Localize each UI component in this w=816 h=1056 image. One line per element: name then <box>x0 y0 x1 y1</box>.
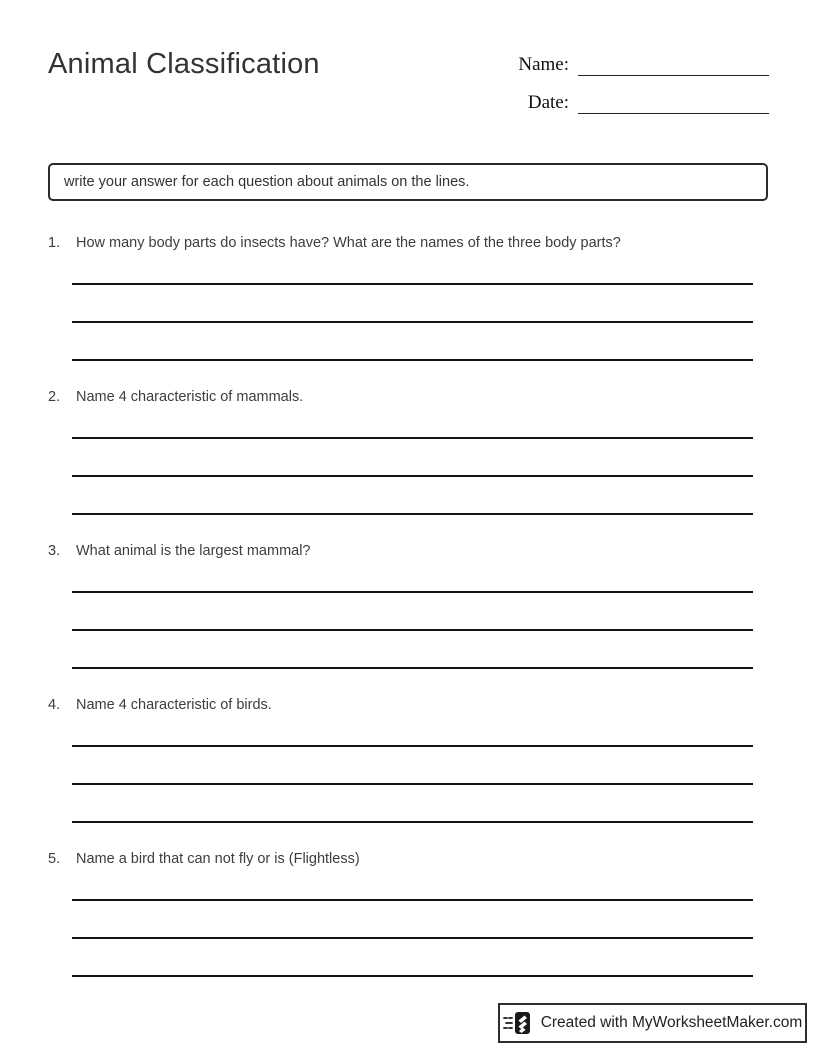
worksheet-maker-logo-icon <box>503 1010 533 1036</box>
answer-line[interactable] <box>72 407 753 439</box>
question-number: 1. <box>48 235 61 251</box>
question-item-2 <box>0 387 816 541</box>
instructions-box <box>48 163 768 201</box>
date-label: Date: <box>527 92 569 113</box>
answer-line[interactable] <box>72 869 753 901</box>
answer-line[interactable] <box>72 323 753 361</box>
question-text: Name 4 characteristic of mammals. <box>76 389 304 405</box>
answer-lines <box>72 715 753 823</box>
answer-line[interactable] <box>72 439 753 477</box>
answer-line[interactable] <box>72 939 753 977</box>
date-input-line[interactable] <box>578 89 769 114</box>
answer-line[interactable] <box>72 901 753 939</box>
answer-line[interactable] <box>72 253 753 285</box>
answer-lines <box>72 407 753 515</box>
answer-line[interactable] <box>72 285 753 323</box>
question-row <box>0 387 816 407</box>
answer-line[interactable] <box>72 785 753 823</box>
name-field-row <box>509 50 769 76</box>
question-text: Name a bird that can not fly or is (Flightless) <box>76 851 360 867</box>
question-row <box>0 695 816 715</box>
question-list <box>0 233 816 1003</box>
question-text: How many body parts do insects have? What are the names of the three body parts? <box>76 235 621 251</box>
answer-line[interactable] <box>72 747 753 785</box>
question-item-1 <box>0 233 816 387</box>
name-label: Name: <box>518 54 569 75</box>
question-text: Name 4 characteristic of birds. <box>76 697 272 713</box>
answer-line[interactable] <box>72 593 753 631</box>
answer-line[interactable] <box>72 561 753 593</box>
question-row <box>0 233 816 253</box>
question-item-3 <box>0 541 816 695</box>
answer-lines <box>72 869 753 977</box>
answer-line[interactable] <box>72 477 753 515</box>
page-title: Animal Classification <box>48 48 320 80</box>
name-input-line[interactable] <box>578 51 769 76</box>
answer-line[interactable] <box>72 715 753 747</box>
credit-text: Created with MyWorksheetMaker.com <box>540 1014 803 1031</box>
question-item-4 <box>0 695 816 849</box>
instructions-text: write your answer for each question about animals on the lines. <box>64 174 470 190</box>
question-item-5 <box>0 849 816 1003</box>
question-number: 4. <box>48 697 61 713</box>
question-number: 2. <box>48 389 61 405</box>
question-row <box>0 849 816 869</box>
name-date-block <box>509 50 769 126</box>
answer-line[interactable] <box>72 631 753 669</box>
question-number: 5. <box>48 851 61 867</box>
date-field-row <box>509 88 769 114</box>
question-number: 3. <box>48 543 61 559</box>
question-text: What animal is the largest mammal? <box>76 543 311 559</box>
question-row <box>0 541 816 561</box>
credit-box <box>498 1003 807 1043</box>
answer-lines <box>72 561 753 669</box>
answer-lines <box>72 253 753 361</box>
